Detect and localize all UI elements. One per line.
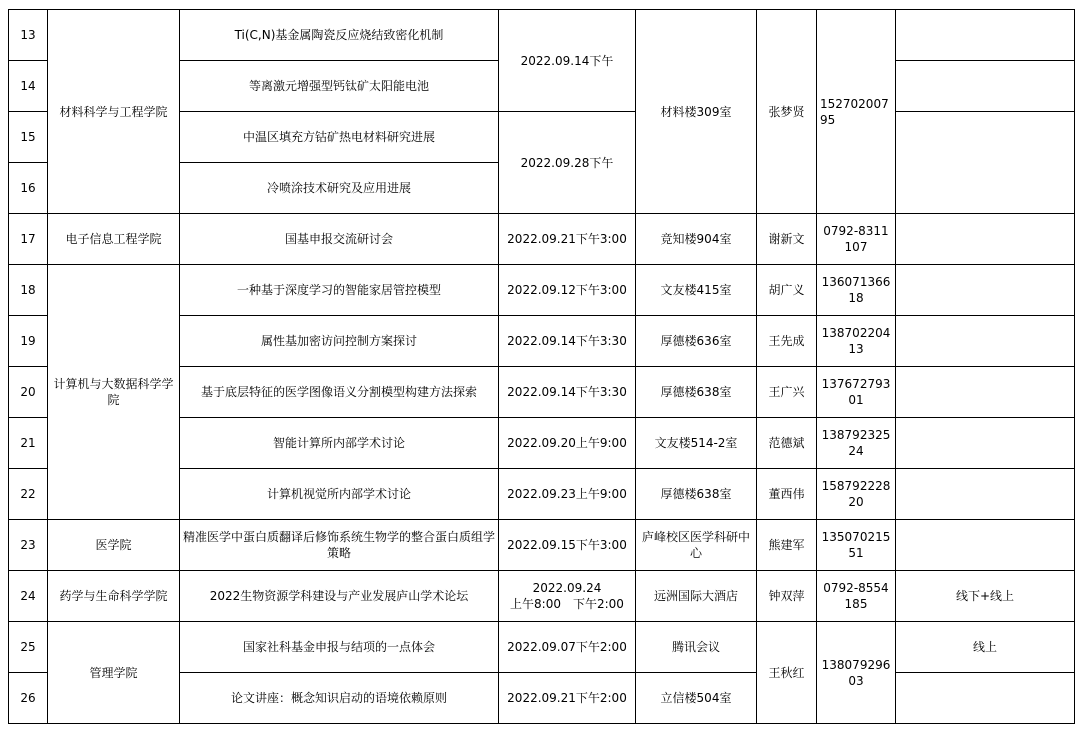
time-date: 2022.09.24 bbox=[532, 581, 602, 595]
row-number: 21 bbox=[9, 418, 48, 469]
topic-cell: 属性基加密访问控制方案探讨 bbox=[180, 316, 499, 367]
table-row bbox=[9, 622, 1075, 673]
phone-cell: 15270200795 bbox=[817, 10, 896, 214]
college-cell: 电子信息工程学院 bbox=[48, 214, 180, 265]
row-number: 25 bbox=[9, 622, 48, 673]
row-number: 19 bbox=[9, 316, 48, 367]
phone-cell: 13870220413 bbox=[817, 316, 896, 367]
contact-cell: 胡广义 bbox=[757, 265, 817, 316]
contact-cell: 王先成 bbox=[757, 316, 817, 367]
topic-cell: 等离激元增强型钙钛矿太阳能电池 bbox=[180, 61, 499, 112]
table-row bbox=[9, 265, 1075, 316]
place-cell: 立信楼504室 bbox=[636, 673, 757, 724]
place-cell: 远洲国际大酒店 bbox=[636, 571, 757, 622]
contact-cell: 熊建军 bbox=[757, 520, 817, 571]
row-number: 18 bbox=[9, 265, 48, 316]
note-cell bbox=[896, 367, 1075, 418]
time-cell: 2022.09.15下午3:00 bbox=[499, 520, 636, 571]
row-number: 13 bbox=[9, 10, 48, 61]
row-number: 24 bbox=[9, 571, 48, 622]
college-cell: 管理学院 bbox=[48, 622, 180, 724]
phone-cell: 13507021551 bbox=[817, 520, 896, 571]
note-cell bbox=[896, 112, 1075, 214]
topic-cell: 2022生物资源学科建设与产业发展庐山学术论坛 bbox=[180, 571, 499, 622]
topic-cell: Ti(C,N)基金属陶瓷反应烧结致密化机制 bbox=[180, 10, 499, 61]
schedule-table bbox=[8, 9, 1075, 724]
contact-cell: 谢新文 bbox=[757, 214, 817, 265]
college-cell: 计算机与大数据科学学院 bbox=[48, 265, 180, 520]
college-cell: 材料科学与工程学院 bbox=[48, 10, 180, 214]
topic-cell: 计算机视觉所内部学术讨论 bbox=[180, 469, 499, 520]
time-cell: 2022.09.21下午3:00 bbox=[499, 214, 636, 265]
note-cell: 线上 bbox=[896, 622, 1075, 673]
time-cell: 2022.09.12下午3:00 bbox=[499, 265, 636, 316]
phone-cell: 13767279301 bbox=[817, 367, 896, 418]
time-cell: 2022.09.07下午2:00 bbox=[499, 622, 636, 673]
note-cell bbox=[896, 316, 1075, 367]
row-number: 14 bbox=[9, 61, 48, 112]
topic-cell: 基于底层特征的医学图像语义分割模型构建方法探索 bbox=[180, 367, 499, 418]
note-cell: 线下+线上 bbox=[896, 571, 1075, 622]
contact-cell: 董西伟 bbox=[757, 469, 817, 520]
note-cell bbox=[896, 469, 1075, 520]
topic-cell: 中温区填充方钴矿热电材料研究进展 bbox=[180, 112, 499, 163]
note-cell bbox=[896, 214, 1075, 265]
row-number: 26 bbox=[9, 673, 48, 724]
time-cell: 2022.09.23上午9:00 bbox=[499, 469, 636, 520]
topic-cell: 国家社科基金申报与结项的一点体会 bbox=[180, 622, 499, 673]
topic-cell: 一种基于深度学习的智能家居管控模型 bbox=[180, 265, 499, 316]
row-number: 17 bbox=[9, 214, 48, 265]
contact-cell: 钟双萍 bbox=[757, 571, 817, 622]
place-cell: 庐峰校区医学科研中心 bbox=[636, 520, 757, 571]
row-number: 22 bbox=[9, 469, 48, 520]
phone-cell: 0792-8311107 bbox=[817, 214, 896, 265]
place-cell: 文友楼514-2室 bbox=[636, 418, 757, 469]
table-row bbox=[9, 10, 1075, 61]
table-row bbox=[9, 571, 1075, 622]
contact-cell: 王广兴 bbox=[757, 367, 817, 418]
phone-cell: 13607136618 bbox=[817, 265, 896, 316]
row-number: 23 bbox=[9, 520, 48, 571]
place-cell: 竞知楼904室 bbox=[636, 214, 757, 265]
note-cell bbox=[896, 520, 1075, 571]
time-cell: 2022.09.14下午3:30 bbox=[499, 367, 636, 418]
topic-cell: 论文讲座：概念知识启动的语境依赖原则 bbox=[180, 673, 499, 724]
row-number: 16 bbox=[9, 163, 48, 214]
table-row bbox=[9, 520, 1075, 571]
topic-cell: 冷喷涂技术研究及应用进展 bbox=[180, 163, 499, 214]
place-cell: 文友楼415室 bbox=[636, 265, 757, 316]
topic-cell: 精准医学中蛋白质翻译后修饰系统生物学的整合蛋白质组学策略 bbox=[180, 520, 499, 571]
phone-cell: 13879232524 bbox=[817, 418, 896, 469]
place-cell: 厚德楼638室 bbox=[636, 367, 757, 418]
topic-cell: 智能计算所内部学术讨论 bbox=[180, 418, 499, 469]
contact-cell: 张梦贤 bbox=[757, 10, 817, 214]
place-cell: 厚德楼638室 bbox=[636, 469, 757, 520]
time-cell bbox=[499, 571, 636, 622]
time-cell: 2022.09.14下午 bbox=[499, 10, 636, 112]
time-slots: 上午8:00 下午2:00 bbox=[510, 597, 624, 611]
phone-cell: 15879222820 bbox=[817, 469, 896, 520]
time-cell: 2022.09.28下午 bbox=[499, 112, 636, 214]
note-cell bbox=[896, 10, 1075, 61]
time-cell: 2022.09.21下午2:00 bbox=[499, 673, 636, 724]
place-cell: 材料楼309室 bbox=[636, 10, 757, 214]
contact-cell: 范德斌 bbox=[757, 418, 817, 469]
place-cell: 腾讯会议 bbox=[636, 622, 757, 673]
phone-cell: 0792-8554185 bbox=[817, 571, 896, 622]
phone-cell: 13807929603 bbox=[817, 622, 896, 724]
note-cell bbox=[896, 265, 1075, 316]
note-cell bbox=[896, 418, 1075, 469]
place-cell: 厚德楼636室 bbox=[636, 316, 757, 367]
note-cell bbox=[896, 61, 1075, 112]
time-cell: 2022.09.14下午3:30 bbox=[499, 316, 636, 367]
college-cell: 药学与生命科学学院 bbox=[48, 571, 180, 622]
row-number: 15 bbox=[9, 112, 48, 163]
contact-cell: 王秋红 bbox=[757, 622, 817, 724]
topic-cell: 国基申报交流研讨会 bbox=[180, 214, 499, 265]
table-row bbox=[9, 214, 1075, 265]
row-number: 20 bbox=[9, 367, 48, 418]
college-cell: 医学院 bbox=[48, 520, 180, 571]
time-cell: 2022.09.20上午9:00 bbox=[499, 418, 636, 469]
note-cell bbox=[896, 673, 1075, 724]
